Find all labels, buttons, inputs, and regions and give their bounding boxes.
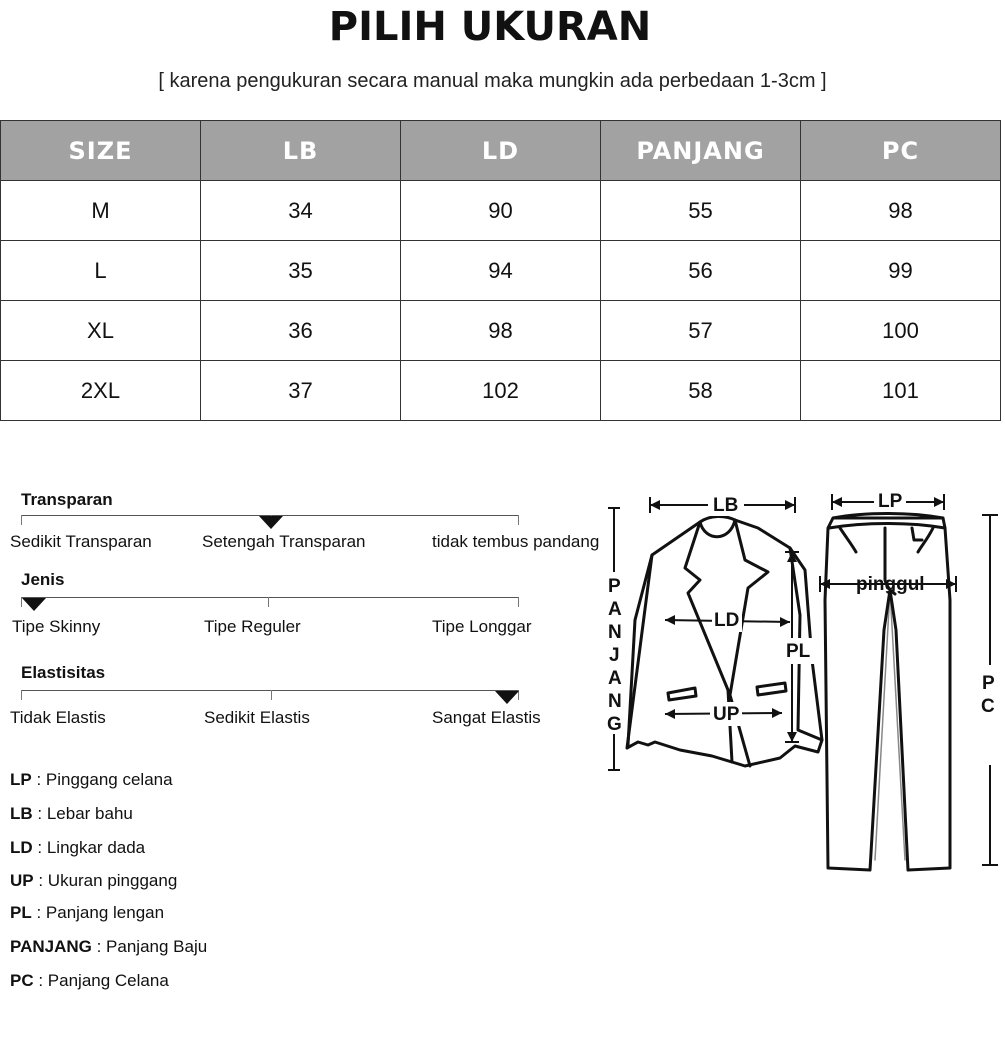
table-cell: XL: [1, 301, 201, 361]
table-cell: L: [1, 241, 201, 301]
label-pl: PL: [786, 641, 811, 662]
table-row: [1, 301, 1001, 361]
legend-desc: : Pinggang celana: [31, 770, 173, 789]
scale-title-transparan: Transparan: [21, 490, 113, 509]
table-cell: 2XL: [1, 361, 201, 421]
legend-key: PL: [10, 903, 32, 922]
legend-desc: : Panjang Celana: [33, 971, 169, 990]
label-pc: [981, 673, 995, 717]
legend-item: [10, 770, 173, 790]
table-cell: M: [1, 181, 201, 241]
label-up: UP: [713, 704, 740, 725]
scale-tick: [518, 515, 519, 525]
scale-line: [21, 597, 519, 598]
scale-marker-icon: [495, 691, 519, 704]
scale-marker-icon: [22, 598, 46, 611]
table-cell: 90: [401, 181, 601, 241]
table-row: [1, 361, 1001, 421]
legend-key: LP: [10, 770, 32, 789]
label-lp: LP: [878, 491, 903, 512]
label-letter: N: [608, 622, 622, 643]
pants-coin-pocket: [912, 528, 922, 540]
table-row: [1, 241, 1001, 301]
column-header-pc: PC: [801, 121, 1001, 181]
table-cell: 98: [801, 181, 1001, 241]
legend-key: PC: [10, 971, 34, 990]
scale-tick: [21, 690, 22, 700]
legend-desc: : Panjang Baju: [91, 937, 208, 956]
label-lb: LB: [713, 495, 739, 516]
legend-key: LD: [10, 838, 33, 857]
scale-option: Tipe Reguler: [204, 617, 301, 636]
scale-tick: [21, 515, 22, 525]
table-cell: 94: [401, 241, 601, 301]
table-cell: 100: [801, 301, 1001, 361]
page-title: PILIH UKURAN: [328, 4, 652, 50]
column-header-lb: LB: [201, 121, 401, 181]
legend-key: LB: [10, 804, 33, 823]
label-letter: C: [981, 696, 995, 717]
jacket-lapel-right: [730, 520, 768, 695]
table-cell: 58: [601, 361, 801, 421]
scale-tick: [271, 690, 272, 700]
jacket-lapel-left: [685, 522, 728, 690]
scale-option: Tidak Elastis: [10, 708, 106, 727]
table-cell: 36: [201, 301, 401, 361]
legend-item: [10, 937, 207, 957]
table-row: [1, 181, 1001, 241]
legend-item: [10, 871, 177, 891]
scale-title-jenis: Jenis: [21, 570, 65, 589]
label-panjang: [604, 572, 626, 735]
scale-option: Tipe Longgar: [432, 617, 532, 636]
table-cell: 56: [601, 241, 801, 301]
scale-marker-icon: [259, 516, 283, 529]
label-letter: J: [609, 645, 620, 666]
scale-title-elastisitas: Elastisitas: [21, 663, 106, 682]
table-cell: 98: [401, 301, 601, 361]
size-table: [0, 120, 1001, 421]
legend-item: [10, 971, 169, 991]
scale-option: Sangat Elastis: [432, 708, 541, 727]
pants-pocket-left: [840, 528, 856, 552]
pants-waistband: [829, 514, 945, 529]
scale-tick: [268, 597, 269, 607]
table-cell: 102: [401, 361, 601, 421]
scale-option: tidak tembus pandang: [432, 532, 600, 551]
scale-tick: [518, 597, 519, 607]
label-letter: A: [608, 668, 622, 689]
column-header-panjang: PANJANG: [601, 121, 801, 181]
jacket-pocket-left: [668, 688, 696, 700]
legend-desc: : Lebar bahu: [32, 804, 133, 823]
legend-item: [10, 804, 133, 824]
scale-line: [21, 690, 519, 691]
scale-option: Sedikit Transparan: [10, 532, 152, 551]
label-letter: G: [607, 714, 622, 735]
table-cell: 37: [201, 361, 401, 421]
table-header-row: [1, 121, 1001, 181]
legend-key: UP: [10, 871, 34, 890]
scale-option: Setengah Transparan: [202, 532, 366, 551]
jacket-collar: [700, 520, 735, 537]
table-cell: 99: [801, 241, 1001, 301]
scale-option: Sedikit Elastis: [204, 708, 310, 727]
legend-item: [10, 838, 145, 858]
table-cell: 101: [801, 361, 1001, 421]
table-cell: 35: [201, 241, 401, 301]
legend-desc: : Lingkar dada: [32, 838, 146, 857]
label-letter: P: [608, 576, 621, 597]
column-header-size: SIZE: [1, 121, 201, 181]
table-cell: 55: [601, 181, 801, 241]
label-pinggul: pinggul: [856, 574, 925, 595]
legend-desc: : Ukuran pinggang: [33, 871, 178, 890]
label-letter: P: [982, 673, 995, 694]
legend-desc: : Panjang lengan: [31, 903, 165, 922]
page-subtitle: [ karena pengukuran secara manual maka mungkin ada perbedaan 1-3cm ]: [158, 70, 827, 92]
legend-item: [10, 903, 164, 923]
legend-key: PANJANG: [10, 937, 92, 956]
label-letter: A: [608, 599, 622, 620]
table-cell: 34: [201, 181, 401, 241]
jacket-front: [728, 690, 750, 766]
pants-outline: [825, 518, 950, 870]
label-ld: LD: [714, 610, 740, 631]
label-letter: N: [608, 691, 622, 712]
garment-diagram: [600, 480, 1005, 880]
column-header-ld: LD: [401, 121, 601, 181]
scale-option: Tipe Skinny: [12, 617, 101, 636]
table-cell: 57: [601, 301, 801, 361]
jacket-pocket-right: [757, 683, 786, 695]
